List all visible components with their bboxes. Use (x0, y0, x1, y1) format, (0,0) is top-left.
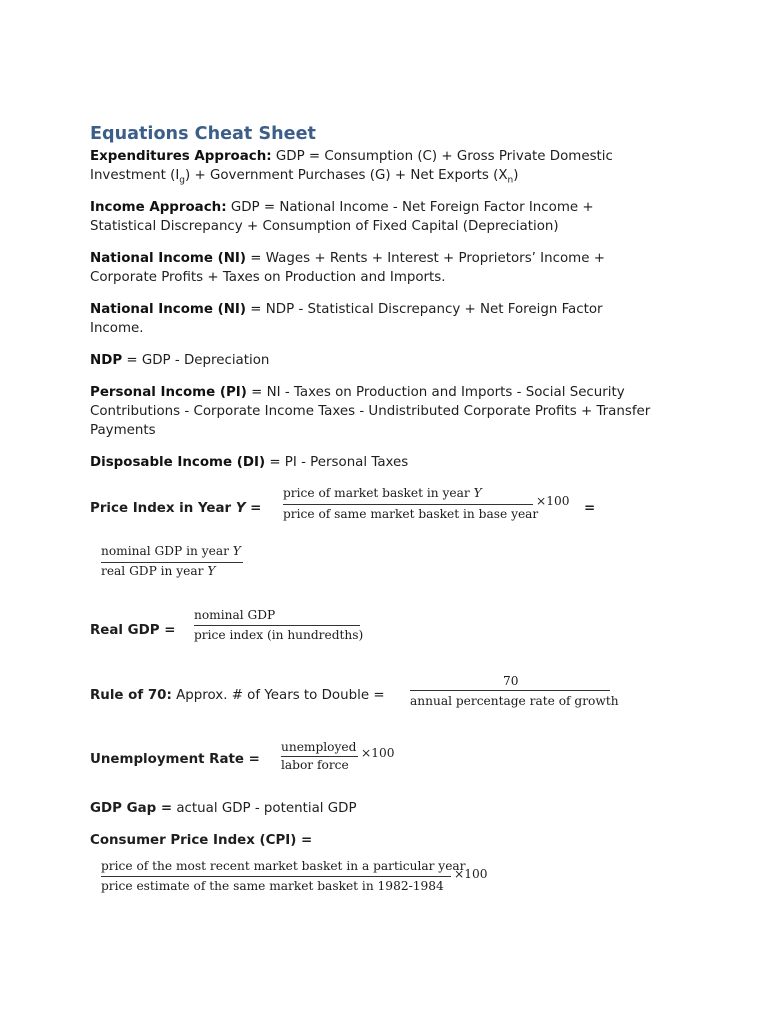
price-index-numerator (283, 485, 482, 501)
rule-of-70-label (90, 688, 385, 703)
expenditures-line1: GDP = Consumption (C) + Gross Private Domestic (271, 149, 613, 164)
income-approach (90, 198, 690, 236)
national-income-2-line2: Income. (90, 321, 144, 336)
personal-income-line3: Payments (90, 423, 156, 438)
price-index-alt-den-var: Y (207, 564, 216, 578)
real-gdp-numerator: nominal GDP (194, 608, 276, 622)
disposable-income-text: = PI - Personal Taxes (265, 455, 409, 470)
expenditures-label: Expenditures Approach: (90, 149, 272, 164)
cpi-denominator: price estimate of the same market basket in 1982-1984 (101, 879, 444, 893)
national-income-label-2: National Income (NI) (90, 302, 247, 317)
personal-income-line1: = NI - Taxes on Production and Imports - Social Security (246, 385, 625, 400)
rule-of-70-text: Approx. # of Years to Double = (171, 688, 385, 703)
national-income-1-line2: Corporate Profits + Taxes on Production and Imports. (90, 270, 446, 285)
unemployment-denominator: labor force (281, 758, 349, 772)
ndp-label: NDP (90, 353, 123, 368)
income-line2: Statistical Discrepancy + Consumption of Fixed Capital (Depreciation) (90, 219, 559, 234)
personal-income-label: Personal Income (PI) (90, 385, 247, 400)
cpi-label-text: Consumer Price Index (CPI) = (90, 833, 313, 848)
national-income-formula-2 (90, 300, 690, 338)
rule-of-70-label-bold: Rule of 70: (90, 688, 172, 703)
price-index-label-var: Y (235, 501, 246, 516)
national-income-formula-1 (90, 249, 690, 287)
unemployment-numerator: unemployed (281, 740, 357, 754)
personal-income-line2: Contributions - Corporate Income Taxes - Undistributed Corporate Profits + Transfer (90, 404, 651, 419)
national-income-label-1: National Income (NI) (90, 251, 247, 266)
expenditures-line2b: ) + Government Purchases (G) + Net Exports (X (185, 168, 508, 183)
gdp-gap-text: actual GDP - potential GDP (172, 801, 357, 816)
price-index-times-100: ×100 (536, 494, 570, 508)
price-index-alt-numerator (101, 543, 241, 559)
ndp-text: = GDP - Depreciation (122, 353, 270, 368)
income-label: Income Approach: (90, 200, 227, 215)
national-income-1-line1: = Wages + Rents + Interest + Proprietors’ Income + (246, 251, 605, 266)
unemployment-rate-label-text: Unemployment Rate = (90, 752, 260, 767)
investment-subscript: g (179, 175, 185, 186)
gdp-gap-formula (90, 801, 357, 816)
real-gdp-fraction-bar (194, 625, 360, 626)
price-index-alt-num-text: nominal GDP in year (101, 544, 233, 558)
price-index-fraction-bar (283, 504, 533, 505)
rule-of-70-numerator: 70 (503, 674, 519, 688)
disposable-income-formula (90, 453, 690, 472)
expenditures-line2a: Investment (I (90, 168, 180, 183)
price-index-label (90, 501, 261, 516)
rule-of-70-fraction-bar (410, 690, 610, 691)
unemployment-rate-label (90, 752, 260, 767)
page-title: Equations Cheat Sheet (90, 124, 316, 144)
real-gdp-denominator: price index (in hundredths) (194, 628, 364, 642)
price-index-label-eq: = (245, 501, 262, 516)
price-index-num-var: Y (473, 486, 482, 500)
price-index-alt-num-var: Y (232, 544, 241, 558)
cpi-fraction-bar (101, 876, 451, 877)
real-gdp-label (90, 623, 175, 638)
unemployment-times-100: ×100 (361, 746, 395, 760)
price-index-num-text: price of market basket in year (283, 486, 474, 500)
income-line1: GDP = National Income - Net Foreign Factor Income + (226, 200, 594, 215)
expenditures-approach (90, 147, 690, 191)
ndp-formula (90, 351, 690, 370)
national-income-2-line1: = NDP - Statistical Discrepancy + Net Foreign Factor (246, 302, 603, 317)
disposable-income-label: Disposable Income (DI) (90, 455, 266, 470)
price-index-alt-den-text: real GDP in year (101, 564, 208, 578)
expenditures-line2c: ) (513, 168, 519, 183)
rule-of-70-denominator: annual percentage rate of growth (410, 694, 619, 708)
price-index-equals: = (584, 501, 596, 516)
personal-income-formula (90, 383, 690, 440)
real-gdp-label-text: Real GDP = (90, 623, 176, 638)
price-index-label-text: Price Index in Year (90, 501, 236, 516)
cpi-label (90, 833, 312, 848)
price-index-alt-denominator (101, 563, 215, 579)
gdp-gap-label: GDP Gap = (90, 801, 173, 816)
net-exports-subscript: n (507, 175, 514, 186)
price-index-denominator: price of same market basket in base year (283, 507, 539, 521)
cpi-times-100: ×100 (454, 867, 488, 881)
cpi-numerator: price of the most recent market basket in a particular year (101, 859, 466, 873)
